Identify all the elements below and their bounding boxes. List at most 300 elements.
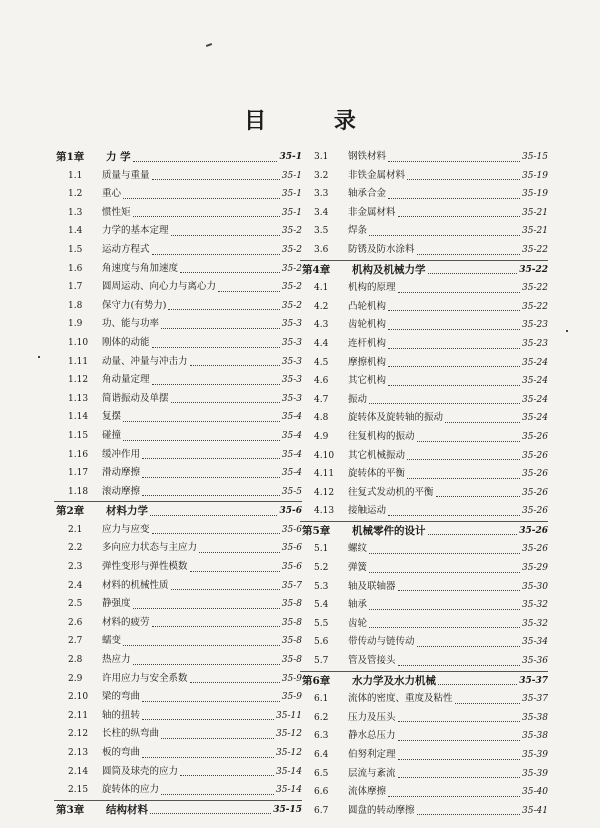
toc-entry-title: 伯努利定理 xyxy=(348,749,396,760)
toc-entry-title: 惯性矩 xyxy=(102,206,131,218)
toc-section-row xyxy=(54,651,302,670)
dot-leader xyxy=(369,571,520,573)
toc-entry-title: 弹簧 xyxy=(348,562,368,574)
toc-entry-title: 质量与重量 xyxy=(102,169,150,181)
toc-section-row xyxy=(300,615,548,634)
toc-chapter-row xyxy=(54,800,302,820)
toc-entry-title: 圆盘的转动摩擦 xyxy=(348,804,415,816)
toc-entry-number: 2.12 xyxy=(68,729,89,740)
toc-entry-title: 蠕变 xyxy=(102,635,122,647)
toc-section-row xyxy=(300,279,548,298)
toc-entry-number: 4.1 xyxy=(314,283,329,294)
toc-entry-title: 热应力 xyxy=(102,654,131,666)
dot-leader xyxy=(398,664,521,666)
toc-entry-number: 6.7 xyxy=(314,805,329,816)
dot-leader xyxy=(388,309,520,311)
toc-entry-title: 旋转体的平衡 xyxy=(348,468,406,480)
toc-section-row xyxy=(300,502,548,521)
toc-entry-number: 4.5 xyxy=(314,357,329,368)
dot-leader xyxy=(152,178,280,180)
dot-leader xyxy=(180,774,274,776)
dot-leader xyxy=(123,420,280,422)
toc-section-row xyxy=(54,763,302,782)
toc-entry-title: 其它机构 xyxy=(348,375,387,387)
toc-entry-number: 3.6 xyxy=(314,244,329,255)
toc-entry-title: 机械零件的设计 xyxy=(352,524,426,537)
toc-entry-page: 35-26 xyxy=(522,544,548,555)
dot-leader xyxy=(171,401,280,403)
toc-entry-page: 35-30 xyxy=(522,581,548,592)
dot-leader xyxy=(142,457,280,459)
toc-section-row xyxy=(300,559,548,578)
toc-entry-title: 运动方程式 xyxy=(102,243,150,255)
toc-entry-number: 6.3 xyxy=(314,731,329,742)
dot-leader xyxy=(152,625,280,627)
toc-entry-number: 6.4 xyxy=(314,750,329,760)
toc-entry-page: 35-14 xyxy=(276,766,302,777)
toc-entry-page: 35-22 xyxy=(522,283,548,294)
toc-section-row xyxy=(54,539,302,558)
toc-entry-page: 35-2 xyxy=(281,282,302,293)
toc-section-row xyxy=(300,167,548,186)
toc-entry-title: 焊条 xyxy=(348,225,368,237)
dot-leader xyxy=(133,160,278,162)
toc-entry-number: 5.3 xyxy=(314,581,329,592)
toc-entry-number: 1.2 xyxy=(68,189,83,200)
dot-leader xyxy=(369,234,520,236)
toc-section-row xyxy=(54,167,302,186)
toc-entry-title: 钢铁材料 xyxy=(348,151,387,162)
toc-entry-title: 角动量定理 xyxy=(102,374,150,386)
dot-leader xyxy=(133,663,280,665)
toc-entry-number: 4.7 xyxy=(314,394,329,405)
toc-section-row xyxy=(300,298,548,317)
toc-entry-page: 35-21 xyxy=(522,226,548,237)
toc-entry-number: 4.9 xyxy=(314,431,329,442)
toc-entry-page: 35-1 xyxy=(281,170,302,181)
toc-entry-page: 35-26 xyxy=(522,487,548,498)
toc-entry-title: 板的弯曲 xyxy=(102,747,141,758)
toc-entry-title: 动量、冲量与冲击力 xyxy=(102,355,188,367)
toc-section-row xyxy=(300,354,548,373)
toc-entry-number: 2.3 xyxy=(68,562,83,573)
toc-section-row xyxy=(300,578,548,597)
toc-entry-page: 35-26 xyxy=(522,450,548,461)
toc-section-row xyxy=(300,633,548,652)
toc-entry-number: 4.4 xyxy=(314,338,329,349)
toc-section-row xyxy=(300,484,548,503)
toc-entry-page: 35-22 xyxy=(522,301,548,312)
dot-leader xyxy=(388,328,520,330)
toc-section-row xyxy=(54,558,302,577)
toc-entry-title: 多向应力状态与主应力 xyxy=(102,542,198,554)
toc-section-row xyxy=(54,390,302,409)
toc-entry-number: 1.5 xyxy=(68,244,83,255)
toc-section-row xyxy=(300,465,548,484)
dot-leader xyxy=(123,197,280,199)
toc-entry-number: 1.11 xyxy=(68,356,89,367)
toc-entry-number: 1.3 xyxy=(68,207,83,218)
toc-entry-title: 带传动与链传动 xyxy=(348,636,415,648)
toc-entry-number: 4.13 xyxy=(314,506,335,517)
dot-leader xyxy=(436,495,521,497)
toc-section-row xyxy=(300,765,548,784)
toc-entry-number: 1.15 xyxy=(68,430,89,441)
dot-leader xyxy=(123,644,280,646)
toc-section-row xyxy=(54,371,302,390)
dot-leader xyxy=(123,439,280,441)
toc-entry-title: 许用应力与安全系数 xyxy=(102,672,188,684)
toc-entry-title: 连杆机构 xyxy=(348,337,387,349)
toc-entry-page: 35-8 xyxy=(281,617,302,628)
dot-leader xyxy=(161,793,274,795)
toc-entry-title: 水力学及水力机械 xyxy=(352,674,436,687)
toc-entry-page: 35-11 xyxy=(276,710,302,721)
toc-entry-page: 35-22 xyxy=(522,244,548,255)
toc-entry-title: 材料力学 xyxy=(106,505,148,518)
toc-chapter-row xyxy=(300,671,548,691)
toc-entry-page: 35-8 xyxy=(281,636,302,647)
toc-entry-title: 摩擦机构 xyxy=(348,356,387,368)
toc-entry-title: 复摆 xyxy=(102,411,122,423)
toc-entry-number: 3.1 xyxy=(314,152,329,162)
toc-entry-title: 力 学 xyxy=(106,151,131,163)
toc-entry-number: 2.10 xyxy=(68,692,89,703)
toc-entry-number: 5.7 xyxy=(314,656,329,667)
dot-leader xyxy=(171,588,280,590)
toc-section-row xyxy=(54,204,302,223)
toc-chapter-row xyxy=(54,148,302,167)
dot-leader xyxy=(445,421,520,423)
toc-section-row xyxy=(54,632,302,651)
toc-entry-number: 4.3 xyxy=(314,320,329,331)
toc-entry-title: 其它机械振动 xyxy=(348,449,406,461)
toc-entry-title: 保守力(有势力) xyxy=(102,299,167,311)
dot-leader xyxy=(142,718,274,720)
toc-entry-title: 弹性变形与弹性模数 xyxy=(102,561,188,573)
toc-entry-page: 35-29 xyxy=(522,563,548,574)
toc-entry-page: 35-12 xyxy=(276,729,302,740)
toc-entry-page: 35-3 xyxy=(281,375,302,386)
toc-entry-page: 35-34 xyxy=(522,637,548,648)
toc-section-row xyxy=(300,409,548,428)
toc-entry-title: 往复式发动机的平衡 xyxy=(348,486,434,498)
toc-entry-title: 静水总压力 xyxy=(348,730,396,742)
toc-entry-title: 缓冲作用 xyxy=(102,448,141,460)
toc-entry-page: 35-37 xyxy=(519,675,548,686)
toc-entry-number: 4.10 xyxy=(314,450,335,461)
toc-entry-title: 碰撞 xyxy=(102,429,122,441)
toc-section-row xyxy=(300,690,548,709)
toc-entry-title: 流体的密度、重度及粘性 xyxy=(348,693,453,705)
dot-leader xyxy=(171,234,280,236)
dot-leader xyxy=(161,737,274,739)
toc-entry-number: 2.15 xyxy=(68,785,89,796)
dot-leader xyxy=(161,327,280,329)
dot-leader xyxy=(398,589,521,591)
toc-entry-page: 35-24 xyxy=(522,394,548,405)
toc-section-row xyxy=(300,391,548,410)
toc-entry-page: 35-4 xyxy=(281,412,302,423)
toc-entry-title: 振动 xyxy=(348,393,368,405)
toc-entry-number: 1.9 xyxy=(68,319,83,330)
toc-section-row xyxy=(54,297,302,316)
toc-entry-number: 1.17 xyxy=(68,468,89,479)
toc-entry-page: 35-23 xyxy=(522,320,548,331)
dot-leader xyxy=(388,197,520,199)
toc-entry-title: 齿轮 xyxy=(348,617,368,629)
toc-section-row xyxy=(300,727,548,746)
toc-section-row xyxy=(54,353,302,372)
toc-entry-page: 35-26 xyxy=(522,431,548,442)
toc-entry-page: 35-24 xyxy=(522,413,548,424)
dot-leader xyxy=(180,271,280,273)
toc-entry-number: 6.5 xyxy=(314,768,329,779)
toc-entry-title: 轴承合金 xyxy=(348,188,387,200)
dot-leader xyxy=(417,645,521,647)
toc-section-row xyxy=(54,427,302,446)
toc-section-row xyxy=(300,316,548,335)
toc-section-row xyxy=(300,447,548,466)
toc-section-row xyxy=(54,315,302,334)
dot-leader xyxy=(388,160,520,162)
toc-chapter-row xyxy=(300,521,548,541)
toc-entry-page: 35-40 xyxy=(522,787,548,798)
toc-entry-number: 1.14 xyxy=(68,412,89,423)
toc-entry-number: 第4章 xyxy=(302,263,331,276)
dot-leader xyxy=(398,215,521,217)
toc-section-row xyxy=(300,335,548,354)
toc-entry-title: 防锈及防水涂料 xyxy=(348,243,415,255)
toc-section-row xyxy=(300,185,548,204)
toc-entry-title: 角速度与角加速度 xyxy=(102,262,179,274)
toc-entry-title: 接触运动 xyxy=(348,505,387,517)
toc-section-row xyxy=(300,222,548,241)
toc-entry-page: 35-15 xyxy=(273,804,302,815)
toc-section-row xyxy=(54,614,302,633)
toc-entry-title: 轴及联轴器 xyxy=(348,580,396,592)
toc-section-row xyxy=(54,464,302,483)
toc-entry-number: 第2章 xyxy=(56,505,85,518)
dot-leader xyxy=(152,532,280,534)
dot-leader xyxy=(218,290,280,292)
toc-entry-page: 35-36 xyxy=(522,656,548,667)
toc-entry-title: 轴的扭转 xyxy=(102,709,141,721)
page-title: 目 录 xyxy=(244,108,386,134)
toc-entry-title: 结构材料 xyxy=(106,803,148,816)
dot-leader xyxy=(417,813,521,815)
dot-leader xyxy=(388,514,520,516)
toc-entry-title: 非铁金属材料 xyxy=(348,169,406,181)
toc-section-row xyxy=(300,204,548,223)
toc-entry-title: 非金属材料 xyxy=(348,206,396,218)
dot-leader xyxy=(398,776,521,778)
dot-leader xyxy=(142,476,280,478)
toc-entry-page: 35-38 xyxy=(522,712,548,723)
toc-entry-title: 简谐振动及单摆 xyxy=(102,392,169,404)
dot-leader xyxy=(428,533,518,535)
dot-leader xyxy=(152,383,280,385)
dot-leader xyxy=(190,570,280,572)
dot-leader xyxy=(388,384,520,386)
toc-section-row xyxy=(54,707,302,726)
toc-entry-title: 圆周运动、向心力与离心力 xyxy=(102,281,217,293)
toc-entry-title: 应力与应变 xyxy=(102,523,150,535)
toc-entry-page: 35-12 xyxy=(276,748,302,758)
toc-entry-title: 材料的机械性质 xyxy=(102,579,169,591)
toc-chapter-row xyxy=(300,260,548,280)
scan-speck xyxy=(206,43,212,47)
toc-section-row xyxy=(300,540,548,559)
toc-entry-number: 1.13 xyxy=(68,393,89,404)
toc-entry-page: 35-19 xyxy=(522,170,548,181)
toc-entry-title: 齿轮机构 xyxy=(348,319,387,331)
dot-leader xyxy=(190,681,280,683)
toc-section-row xyxy=(54,241,302,260)
dot-leader xyxy=(150,812,271,814)
dot-leader xyxy=(152,253,280,255)
toc-section-row xyxy=(54,446,302,465)
dot-leader xyxy=(407,477,520,479)
dot-leader xyxy=(398,739,521,741)
toc-entry-title: 压力及压头 xyxy=(348,711,396,723)
dot-leader xyxy=(407,178,520,180)
toc-entry-page: 35-6 xyxy=(281,562,302,573)
toc-entry-number: 3.3 xyxy=(314,189,329,200)
toc-section-row xyxy=(54,577,302,596)
dot-leader xyxy=(190,364,280,366)
toc-entry-number: 1.18 xyxy=(68,486,89,497)
toc-entry-number: 4.6 xyxy=(314,376,329,387)
toc-entry-page: 35-3 xyxy=(281,356,302,367)
toc-entry-number: 3.4 xyxy=(314,207,329,218)
toc-entry-page: 35-4 xyxy=(281,468,302,479)
toc-entry-page: 35-1 xyxy=(281,207,302,218)
toc-entry-page: 35-39 xyxy=(522,750,548,760)
toc-entry-title: 轴承 xyxy=(348,599,368,611)
dot-leader xyxy=(369,608,520,610)
dot-leader xyxy=(142,756,274,758)
toc-entry-number: 1.6 xyxy=(68,263,83,274)
toc-entry-title: 往复机构的振动 xyxy=(348,430,415,442)
toc-entry-page: 35-9 xyxy=(281,692,302,703)
toc-entry-number: 6.6 xyxy=(314,787,329,798)
dot-leader xyxy=(369,626,520,628)
toc-entry-number: 1.1 xyxy=(68,170,83,181)
toc-entry-title: 旋转体的应力 xyxy=(102,784,160,796)
toc-entry-number: 2.13 xyxy=(68,748,89,758)
toc-section-row xyxy=(54,260,302,279)
toc-section-row xyxy=(54,278,302,297)
toc-section-row xyxy=(300,652,548,671)
toc-entry-number: 第6章 xyxy=(302,674,331,687)
toc-entry-page: 35-23 xyxy=(522,338,548,349)
toc-entry-number: 1.12 xyxy=(68,375,89,386)
dot-leader xyxy=(133,607,280,609)
toc-entry-title: 材料的疲劳 xyxy=(102,616,150,628)
toc-section-row xyxy=(54,744,302,763)
toc-entry-title: 流体摩擦 xyxy=(348,786,387,798)
toc-section-row xyxy=(54,334,302,353)
toc-entry-page: 35-4 xyxy=(281,449,302,460)
toc-section-row xyxy=(54,222,302,241)
toc-entry-number: 2.9 xyxy=(68,673,83,684)
dot-leader xyxy=(388,795,520,797)
toc-entry-title: 重心 xyxy=(102,188,122,200)
dot-leader xyxy=(142,700,280,702)
toc-section-row xyxy=(300,709,548,728)
dot-leader xyxy=(388,365,520,367)
toc-entry-page: 35-38 xyxy=(522,731,548,742)
toc-entry-number: 2.8 xyxy=(68,655,83,666)
toc-entry-number: 4.11 xyxy=(314,469,335,480)
toc-entry-number: 5.4 xyxy=(314,600,329,611)
toc-entry-page: 35-21 xyxy=(522,207,548,218)
toc-entry-number: 1.16 xyxy=(68,449,89,460)
toc-entry-page: 35-6 xyxy=(281,524,302,535)
toc-section-row xyxy=(300,372,548,391)
toc-entry-title: 圆筒及球壳的应力 xyxy=(102,765,179,777)
toc-entry-number: 3.2 xyxy=(314,170,329,181)
toc-section-row xyxy=(300,241,548,260)
toc-entry-page: 35-32 xyxy=(522,600,548,611)
toc-entry-number: 2.14 xyxy=(68,766,89,777)
toc-entry-page: 35-9 xyxy=(281,673,302,684)
toc-section-row xyxy=(300,596,548,615)
dot-leader xyxy=(407,458,520,460)
toc-entry-number: 第1章 xyxy=(56,151,85,163)
dot-leader xyxy=(150,514,277,516)
toc-entry-number: 2.5 xyxy=(68,599,83,610)
toc-entry-number: 1.10 xyxy=(68,337,89,348)
toc-entry-number: 1.8 xyxy=(68,300,83,311)
toc-entry-page: 35-4 xyxy=(281,430,302,441)
toc-entry-page: 35-37 xyxy=(522,694,548,705)
scan-speck xyxy=(38,356,40,358)
toc-section-row xyxy=(54,670,302,689)
toc-entry-page: 35-2 xyxy=(281,226,302,237)
toc-entry-title: 滚动摩擦 xyxy=(102,485,141,497)
toc-entry-number: 1.4 xyxy=(68,226,83,237)
toc-entry-page: 35-3 xyxy=(281,393,302,404)
toc-entry-page: 35-3 xyxy=(281,319,302,330)
toc-section-row xyxy=(54,595,302,614)
toc-entry-title: 旋转体及旋转轴的振动 xyxy=(348,412,444,424)
dot-leader xyxy=(369,552,520,554)
toc-entry-number: 第5章 xyxy=(302,524,331,537)
toc-entry-number: 3.5 xyxy=(314,226,329,237)
toc-section-row xyxy=(54,725,302,744)
toc-section-row xyxy=(300,148,548,167)
toc-entry-number: 4.2 xyxy=(314,301,329,312)
toc-entry-number: 2.7 xyxy=(68,636,83,647)
toc-entry-page: 35-19 xyxy=(522,189,548,200)
toc-section-row xyxy=(54,688,302,707)
toc-entry-number: 2.1 xyxy=(68,524,83,535)
toc-entry-page: 35-2 xyxy=(281,244,302,255)
toc-entry-title: 功、能与功率 xyxy=(102,318,160,330)
toc-entry-number: 2.6 xyxy=(68,617,83,628)
toc-section-row xyxy=(54,781,302,800)
scan-speck xyxy=(566,330,568,332)
toc-entry-number: 5.6 xyxy=(314,637,329,648)
dot-leader xyxy=(417,440,521,442)
dot-leader xyxy=(133,215,280,217)
toc-entry-number: 1.7 xyxy=(68,282,83,293)
dot-leader xyxy=(438,683,517,685)
toc-entry-page: 35-2 xyxy=(281,263,302,274)
toc-column-right xyxy=(300,148,548,820)
